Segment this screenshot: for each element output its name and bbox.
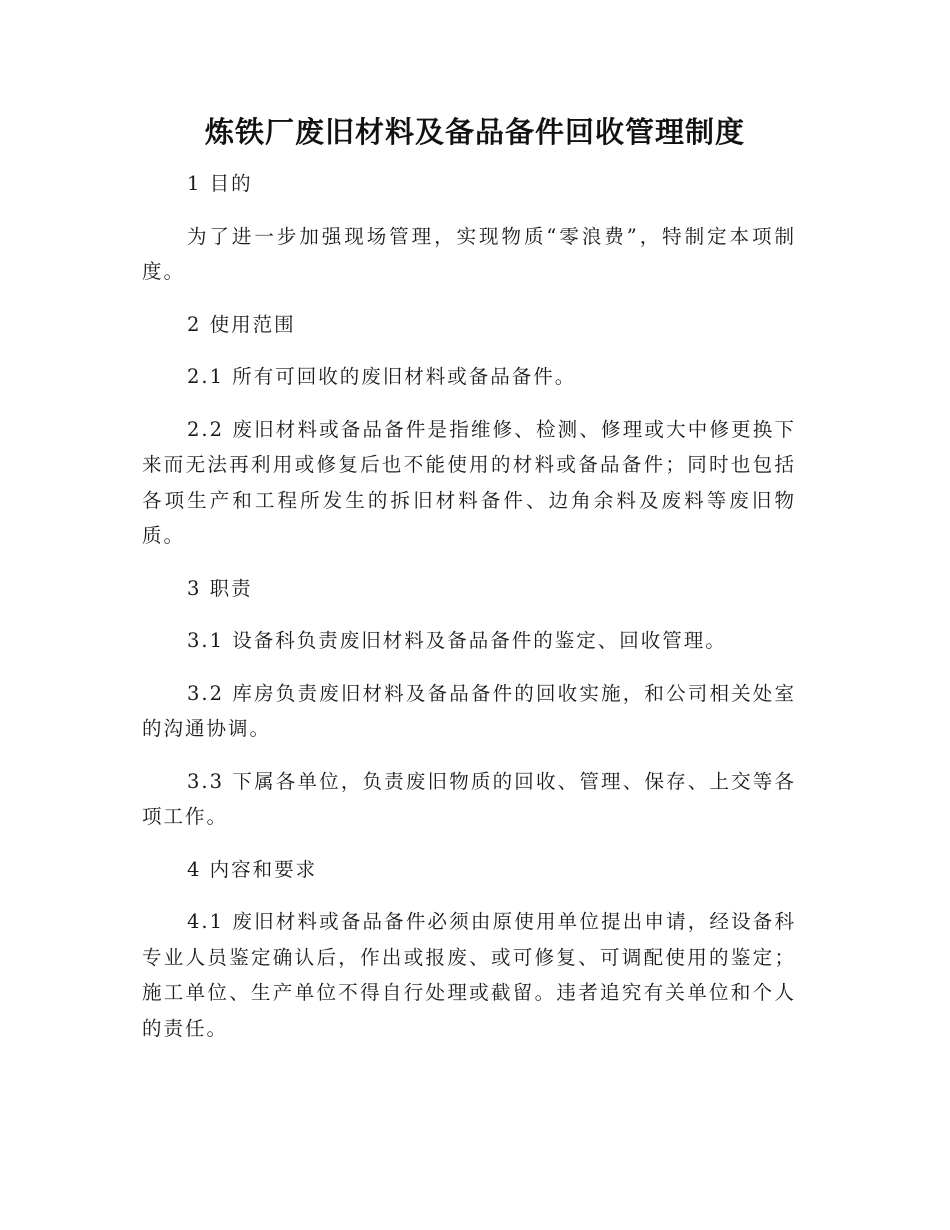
paragraph-purpose: 为了进一步加强现场管理，实现物质“零浪费”，特制定本项制度。 [142,224,796,283]
paragraph-scope-2-2: 2.2 废旧材料或备品备件是指维修、检测、修理或大中修更换下来而无法再利用或修复后也不能使用的材料或备品备件；同时也包括各项生产和工程所发生的拆旧材料备件、边角余料及废料等废旧物质。 [142,417,796,547]
document-title: 炼铁厂废旧材料及备品备件回收管理制度 [204,115,745,149]
document-body [142,166,796,1063]
paragraph-duties-3-1: 3.1 设备科负责废旧材料及备品备件的鉴定、回收管理。 [187,629,727,652]
section-heading-scope: 2 使用范围 [187,312,296,336]
section-heading-requirements: 4 内容和要求 [187,857,318,881]
section-heading-purpose: 1 目的 [187,172,253,195]
paragraph-requirements-4-1: 4.1 废旧材料或备品备件必须由原使用单位提出申请，经设备科专业人员鉴定确认后，作出或报废、或可修复、可调配使用的鉴定；施工单位、生产单位不得自行处理或截留。违者追究有关单位和个人的责任。 [142,910,796,1040]
paragraph-duties-3-2: 3.2 库房负责废旧材料及备品备件的回收实施，和公司相关处室的沟通协调。 [142,681,796,740]
section-heading-duties: 3 职责 [187,576,253,600]
paragraph-duties-3-3: 3.3 下属各单位，负责废旧物质的回收、管理、保存、上交等各项工作。 [142,769,796,828]
paragraph-scope-2-1: 2.1 所有可回收的废旧材料或备品备件。 [187,365,577,388]
